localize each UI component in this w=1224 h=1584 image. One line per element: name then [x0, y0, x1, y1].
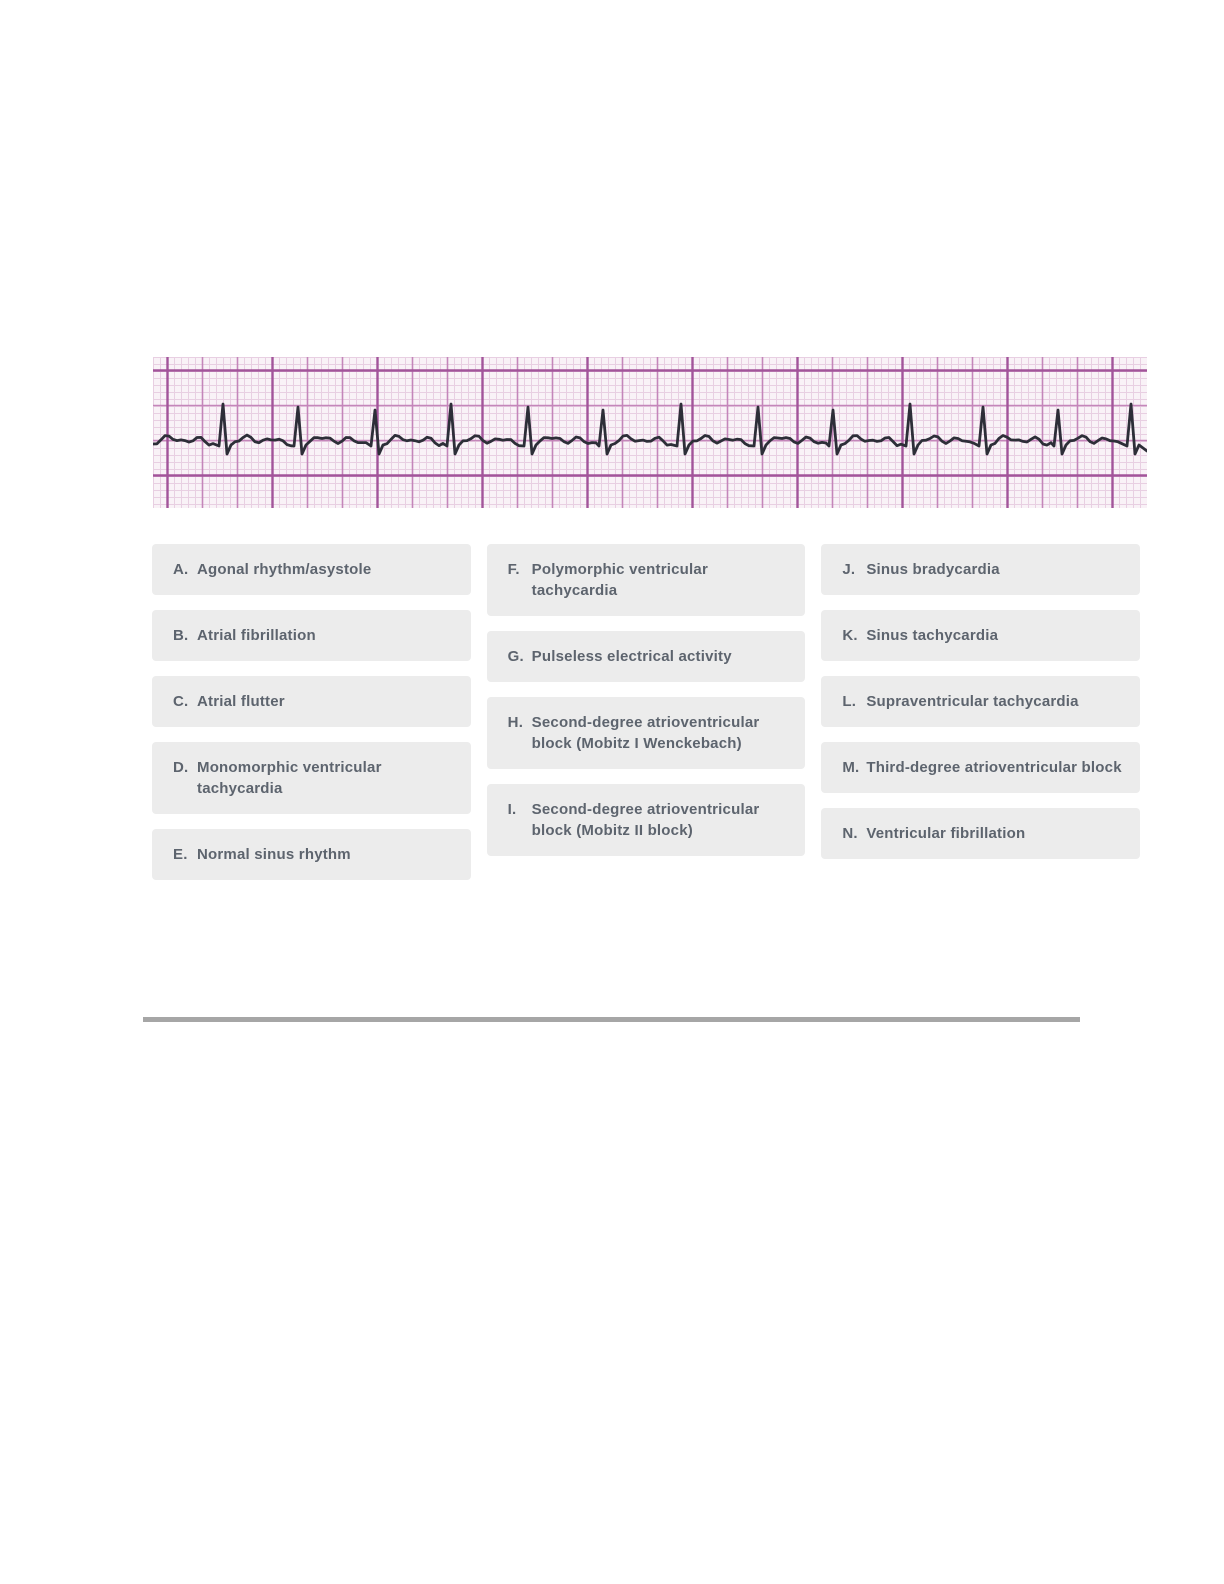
answer-option[interactable]	[821, 808, 1140, 859]
option-letter: H.	[507, 714, 524, 731]
answer-option[interactable]	[152, 544, 471, 595]
option-label: Normal sinus rhythm	[197, 846, 351, 863]
option-letter: B.	[173, 627, 189, 644]
answer-option[interactable]	[487, 631, 806, 682]
answer-option[interactable]	[821, 544, 1140, 595]
option-label: Second-degree atrioventricular block (Mobitz II block)	[531, 801, 760, 839]
option-letter: L.	[842, 693, 857, 710]
option-letter: N.	[842, 825, 858, 842]
option-label: Monomorphic ventricular tachycardia	[197, 759, 382, 797]
option-label: Atrial flutter	[197, 693, 285, 710]
option-label: Pulseless electrical activity	[531, 648, 732, 665]
option-label: Sinus bradycardia	[866, 561, 1000, 578]
section-divider	[143, 1017, 1080, 1022]
option-letter: K.	[842, 627, 858, 644]
answer-option[interactable]	[152, 610, 471, 661]
option-letter: M.	[842, 759, 860, 776]
answer-option[interactable]	[152, 676, 471, 727]
ecg-strip-image	[153, 357, 1147, 508]
answer-option[interactable]	[152, 829, 471, 880]
option-label: Ventricular fibrillation	[866, 825, 1026, 842]
answer-option[interactable]	[487, 784, 806, 856]
answer-option[interactable]	[821, 610, 1140, 661]
option-label: Second-degree atrioventricular block (Mobitz I Wenckebach)	[531, 714, 760, 752]
option-letter: G.	[507, 648, 524, 665]
option-letter: C.	[173, 693, 189, 710]
answer-option[interactable]	[152, 742, 471, 814]
answer-option[interactable]	[821, 676, 1140, 727]
answer-option[interactable]	[487, 544, 806, 616]
answer-options	[152, 544, 1140, 880]
answer-option-column	[152, 544, 471, 880]
answer-option-column	[487, 544, 806, 880]
option-letter: D.	[173, 759, 189, 776]
option-letter: A.	[173, 561, 189, 578]
option-label: Third-degree atrioventricular block	[866, 759, 1122, 776]
option-label: Agonal rhythm/asystole	[197, 561, 372, 578]
ecg-waveform	[153, 357, 1147, 508]
option-letter: F.	[507, 561, 520, 578]
answer-option[interactable]	[487, 697, 806, 769]
option-label: Polymorphic ventricular tachycardia	[531, 561, 708, 599]
option-label: Atrial fibrillation	[197, 627, 316, 644]
option-letter: E.	[173, 846, 188, 863]
answer-option-column	[821, 544, 1140, 880]
option-label: Supraventricular tachycardia	[866, 693, 1079, 710]
answer-option[interactable]	[821, 742, 1140, 793]
option-letter: I.	[507, 801, 517, 818]
option-label: Sinus tachycardia	[866, 627, 999, 644]
option-letter: J.	[842, 561, 856, 578]
